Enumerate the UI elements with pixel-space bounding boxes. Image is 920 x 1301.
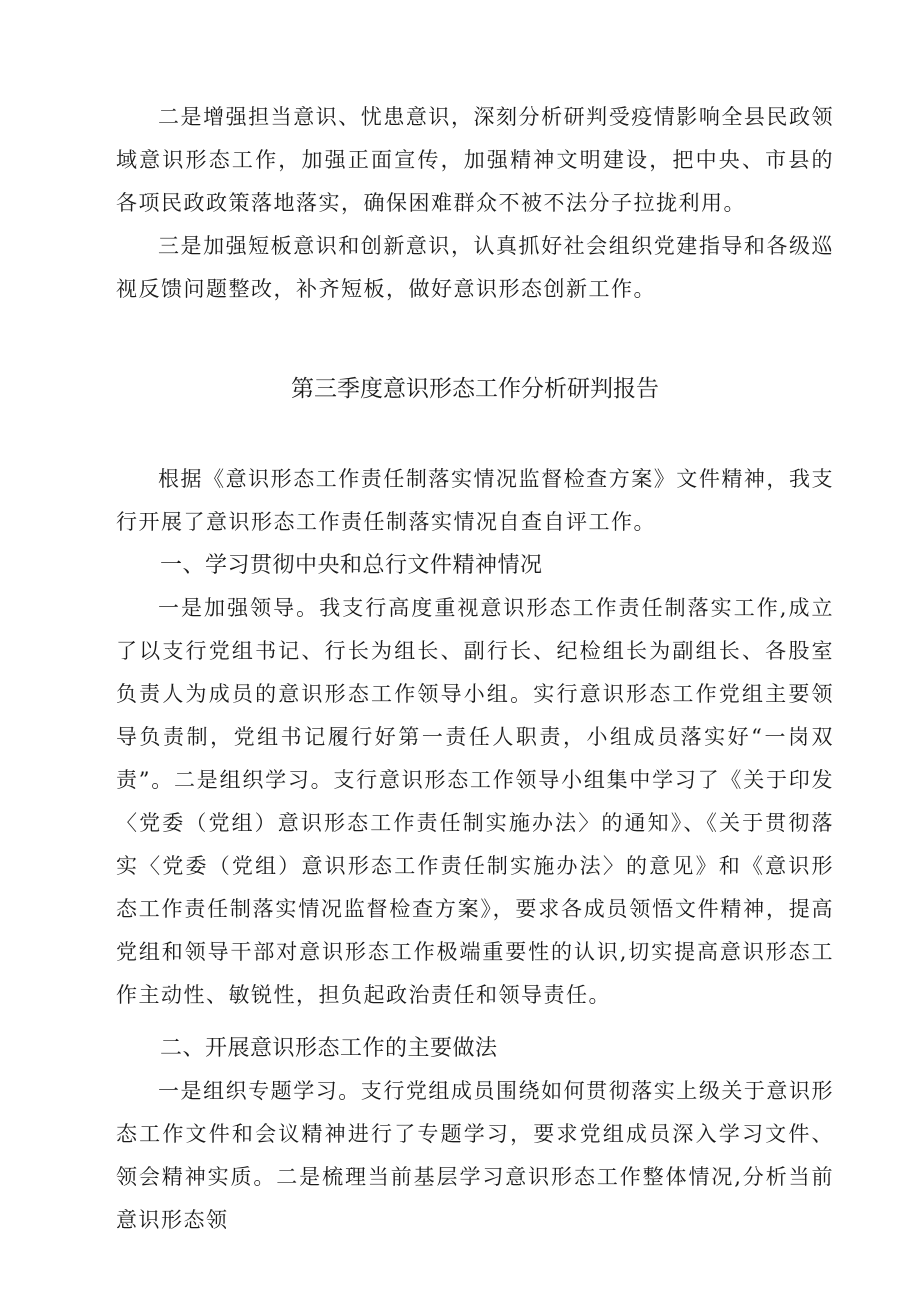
- report-body: [116, 458, 834, 1242]
- paragraph-prev-3: 三是加强短板意识和创新意识，认真抓好社会组织党建指导和各级巡视反馈问题整改，补齐短板，做好意识形态创新工作。: [116, 234, 834, 301]
- paragraph-prev-2: 二是增强担当意识、忧患意识，深刻分析研判受疫情影响全县民政领域意识形态工作，加强正面宣传，加强精神文明建设，把中央、市县的各项民政政策落地落实，确保困难群众不被不法分子拉拢利用。: [116, 105, 834, 215]
- section-1-heading: 一、学习贯彻中央和总行文件精神情况: [160, 553, 543, 578]
- section-2-heading: 二、开展意识形态工作的主要做法: [160, 1036, 498, 1061]
- report-title: 第三季度意识形态工作分析研判报告: [291, 376, 659, 402]
- section-1-body: 一是加强领导。我支行高度重视意识形态工作责任制落实工作,成立了以支行党组书记、行长为组长、副行长、纪检组长为副组长、各股室负责人为成员的意识形态工作领导小组。实行意识形态工作党组主要领导负责制，党组书记履行好第一责任人职责，小组成员落实好“一岗双责”。二是组织学习。支行意识形态工作领导小组集中学习了《关于印发〈党委（党组）意识形态工作责任制实施办法〉的通知》、《关于贯彻落实〈党委（党组）意识形态工作责任制实施办法〉的意见》和《意识形态工作责任制落实情况监督检查方案》，要求各成员领悟文件精神，提高党组和领导干部对意识形态工作极端重要性的认识,切实提高意识形态工作主动性、敏锐性，担负起政治责任和领导责任。: [116, 596, 834, 1007]
- intro-paragraph: 根据《意识形态工作责任制落实情况监督检查方案》文件精神，我支行开展了意识形态工作责任制落实情况自查自评工作。: [116, 467, 834, 534]
- section-2-body: 一是组织专题学习。支行党组成员围绕如何贯彻落实上级关于意识形态工作文件和会议精神进行了专题学习，要求党组成员深入学习文件、领会精神实质。二是梳理当前基层学习意识形态工作整体情况,分析当前意识形态领: [116, 1079, 834, 1232]
- previous-section-block: [116, 96, 834, 311]
